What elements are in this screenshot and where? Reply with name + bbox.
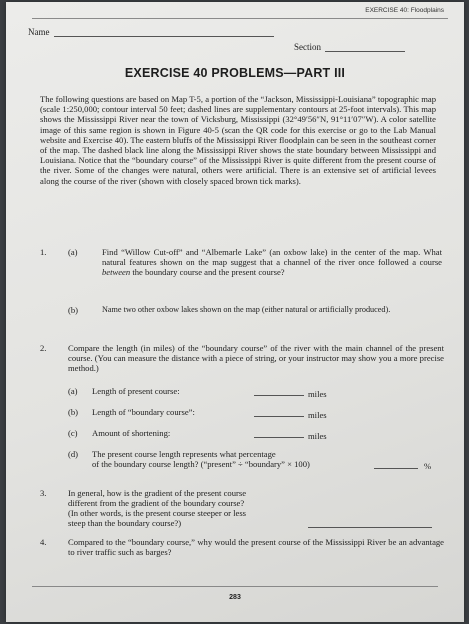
unit-label: miles: [308, 389, 327, 399]
answer-blank-gradient[interactable]: [308, 527, 432, 528]
answer-blank-present-length[interactable]: [254, 395, 304, 396]
page-number: 283: [229, 594, 241, 601]
question-3-line: different from the gradient of the boundary course?: [68, 498, 245, 508]
item-text: of the boundary course length? (“present” ÷ “boundary” × 100): [92, 459, 310, 469]
answer-blank-shortening[interactable]: [254, 437, 304, 438]
subpart-label: (c): [68, 428, 78, 438]
question-2-text: Compare the length (in miles) of the “boundary course” of the river with the main channel of the present course. (You can measure the distance with a piece of string, or your instructor may show you a more precise method.): [68, 343, 444, 374]
question-number: 2.: [40, 343, 47, 353]
page-title: EXERCISE 40 PROBLEMS—PART III: [124, 66, 346, 80]
subpart-label: (a): [68, 247, 78, 257]
question-3-line: In general, how is the gradient of the present course: [68, 488, 247, 498]
intro-paragraph: The following questions are based on Map T-5, a portion of the “Jackson, Mississippi-Louisiana” topographic map (scale 1:250,000; contour interval 50 feet; dashed lines are supplementary contours at 25-foot intervals). This map shows the Mississippi River near the town of Vicksburg, Mississippi (32°49′56″N, 91°11′07″W). A color satellite image of this same region is shown in Figure 40-5 (scan the QR code for this exercise or go to the Lab Manual website and Exercise 40). The eastern bluffs of the Mississippi River floodplain can be seen in the southeast corner of the map. The dashed black line along the Mississippi River shows the state boundary between Mississippi and Louisiana. Notice that the “boundary course” of the Mississippi River is quite different from the present course of the river. Some of the changes were natural, others were artificial. There is an extensive set of artificial levees along the course of the river (shown with closely spaced brown tick marks).: [40, 94, 436, 186]
answer-rule[interactable]: [32, 586, 438, 587]
item-text: Length of “boundary course”:: [92, 407, 195, 417]
question-3-line: (In other words, is the present course steeper or less: [68, 508, 247, 518]
subpart-label: (b): [68, 407, 79, 417]
item-text: Length of present course:: [92, 386, 180, 396]
emphasis-between: between: [102, 267, 131, 278]
section-field[interactable]: [325, 43, 405, 52]
question-number: 1.: [40, 247, 47, 257]
answer-blank-boundary-length[interactable]: [254, 416, 304, 417]
name-field[interactable]: [54, 28, 274, 37]
name-row: [28, 27, 274, 37]
question-number: 3.: [40, 488, 47, 498]
question-3-line: steep than the boundary course?): [68, 518, 182, 528]
subpart-label: (d): [68, 449, 79, 459]
section-label: Section: [294, 42, 321, 52]
item-text: Amount of shortening:: [92, 428, 171, 438]
question-4-text: Compared to the “boundary course,” why would the present course of the Mississippi River be an advantage to river traffic such as barges?: [68, 537, 444, 558]
question-1a-text: Find “Willow Cut-off” and “Albemarle Lake” (an oxbow lake) in the center of the map. What natural features shown on the map suggest that a channel of the river once followed a course between the boundary course and the present course?: [102, 247, 442, 278]
answer-blank-percentage[interactable]: [374, 468, 418, 469]
subpart-label: (b): [68, 305, 79, 315]
percent-label: %: [424, 461, 432, 471]
section-row: [294, 42, 405, 52]
worksheet-page: [6, 2, 464, 622]
name-label: Name: [28, 27, 50, 37]
subpart-label: (a): [68, 386, 78, 396]
unit-label: miles: [308, 410, 327, 420]
header-rule: [32, 18, 448, 19]
unit-label: miles: [308, 431, 327, 441]
question-1b-text: Name two other oxbow lakes shown on the map (either natural or artificially produced).: [102, 305, 391, 314]
item-text: The present course length represents what percentage: [92, 449, 276, 459]
exercise-tag: EXERCISE 40: Floodplains: [365, 7, 444, 14]
question-number: 4.: [40, 537, 47, 547]
